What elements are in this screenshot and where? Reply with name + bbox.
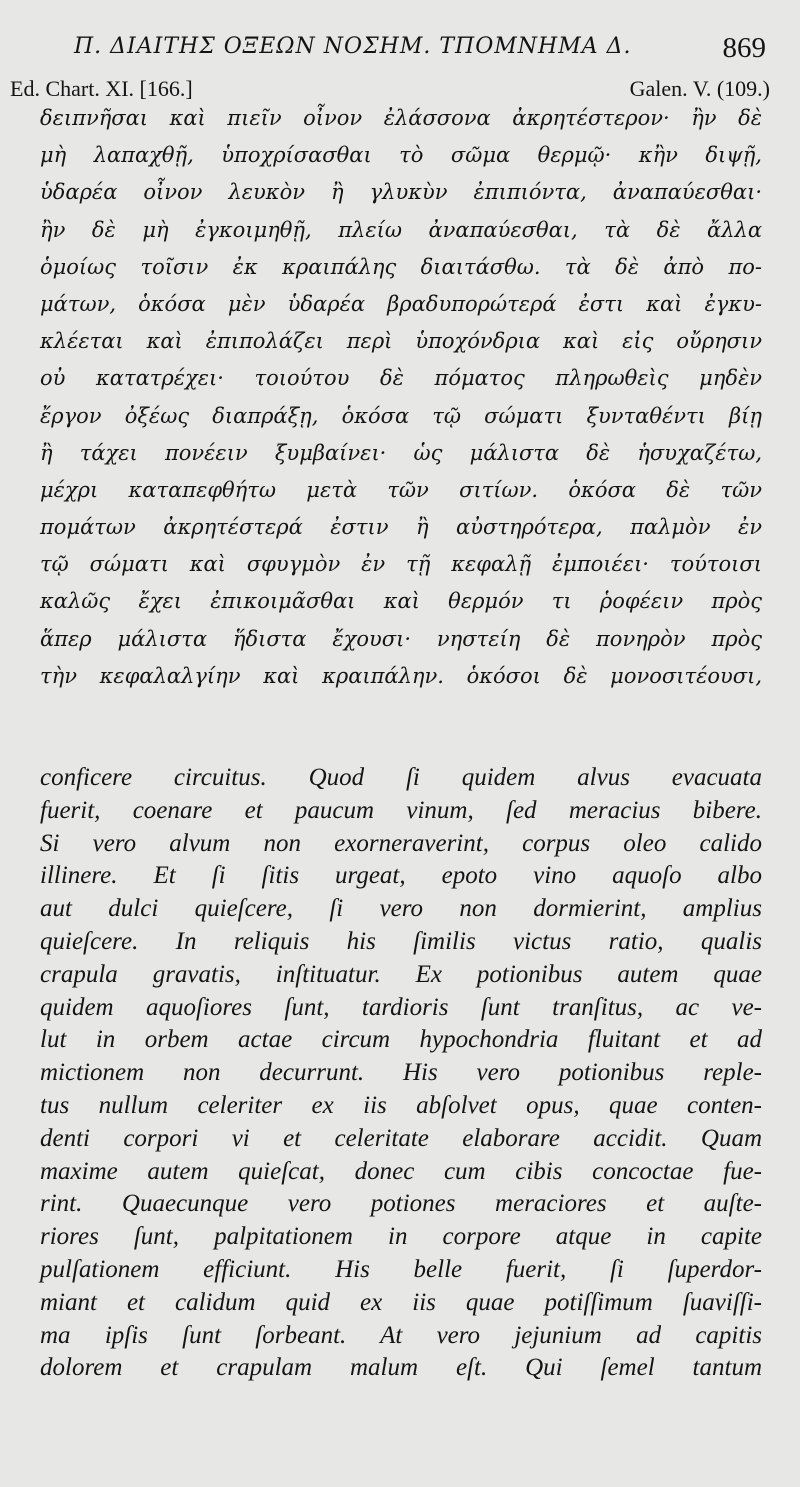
greek-text-line: ὁμοίως τοῖσιν ἐκ κραιπάλης διαιτάσθω. τὰ δὲ ἀπὸ πο-	[40, 254, 762, 279]
latin-text-line: pulſationem efficiunt. His belle fuerit, ſi ſuperdor-	[40, 1255, 762, 1283]
latin-text-line: Si vero alvum non exorneraverint, corpus oleo calido	[40, 829, 762, 857]
greek-text-line: ἢν δὲ μὴ ἐγκοιμηθῇ, πλείω ἀναπαύεσθαι, τὰ δὲ ἄλλα	[40, 217, 762, 242]
latin-text-line: denti corpori vi et celeritate elaborare accidit. Quam	[40, 1124, 762, 1152]
latin-text-line: dolorem et crapulam malum eſt. Qui ſemel tantum	[40, 1354, 762, 1382]
greek-text-line: μέχρι καταπεφθήτω μετὰ τῶν σιτίων. ὁκόσα δὲ τῶν	[40, 477, 762, 502]
greek-text-line: ἢ τάχει πονέειν ξυμβαίνει· ὡς μάλιστα δὲ ἡσυχαζέτω,	[40, 440, 762, 465]
latin-text-line: rint. Quaecunque vero potiones meraciores et auſte-	[40, 1190, 762, 1218]
latin-text-line: crapula gravatis, inſtituatur. Ex potionibus autem quae	[40, 960, 762, 988]
greek-text-line: πομάτων ἀκρητέστερά ἐστιν ἢ αὐστηρότερα, παλμὸν ἐν	[40, 515, 762, 540]
greek-text-line: μάτων, ὁκόσα μὲν ὑδαρέα βραδυπορώτερά ἐστι καὶ ἐγκυ-	[40, 291, 762, 316]
greek-text-line: τῷ σώματι καὶ σφυγμὸν ἐν τῇ κεφαλῇ ἐμποιέει· τούτοισι	[40, 552, 762, 577]
latin-text-line: miant et calidum quid ex iis quae potiſſimum ſuaviſſi-	[40, 1288, 762, 1316]
latin-text-block	[40, 762, 762, 1385]
latin-text-line: quidem aquoſiores ſunt, tardioris ſunt tranſitus, ac ve-	[40, 993, 762, 1021]
greek-text-line: τὴν κεφαλαλγίην καὶ κραιπάλην. ὁκόσοι δὲ μονοσιτέουσι,	[40, 663, 762, 688]
latin-text-line: ma ipſis ſunt ſorbeant. At vero jejunium ad capitis	[40, 1321, 762, 1349]
greek-text-line: δειπνῆσαι καὶ πιεῖν οἶνον ἐλάσσονα ἀκρητέστερον· ἢν δὲ	[40, 106, 762, 130]
greek-text-line: καλῶς ἔχει ἐπικοιμᾶσθαι καὶ θερμόν τι ῥοφέειν πρὸς	[40, 589, 762, 614]
latin-text-line: fuerit, coenare et paucum vinum, ſed meracius bibere.	[40, 796, 762, 824]
running-title: Π. ΔΙΑΙΤΗΣ ΟΞΕΩΝ ΝΟΣΗΜ. ΤΠΟΜΝΗΜΑ Δ.	[74, 34, 632, 59]
greek-text-line: ἅπερ μάλιστα ἥδιστα ἔχουσι· νηστείη δὲ πονηρὸν πρὸς	[40, 626, 762, 651]
greek-text-line: ὑδαρέα οἶνον λευκὸν ἢ γλυκὺν ἐπιπιόντα, ἀναπαύεσθαι·	[40, 180, 762, 205]
edition-reference-chartier: Ed. Chart. XI. [166.]	[10, 76, 193, 101]
latin-text-line: conficere circuitus. Quod ſi quidem alvus evacuata	[40, 764, 762, 791]
latin-text-line: illinere. Et ſi ſitis urgeat, epoto vino aquoſo albo	[40, 862, 762, 890]
greek-text-block	[40, 100, 762, 695]
page-number: 869	[722, 32, 766, 64]
latin-text-line: tus nullum celeriter ex iis abſolvet opus, quae conten-	[40, 1091, 762, 1119]
latin-text-line: quieſcere. In reliquis his ſimilis victus ratio, qualis	[40, 927, 762, 955]
greek-text-line: ἔργον ὀξέως διαπράξῃ, ὁκόσα τῷ σώματι ξυνταθέντι βίῃ	[40, 403, 762, 428]
latin-text-line: mictionem non decurrunt. His vero potionibus reple-	[40, 1059, 762, 1087]
latin-text-line: riores ſunt, palpitationem in corpore atque in capite	[40, 1223, 762, 1251]
greek-text-line: οὐ κατατρέχει· τοιούτου δὲ πόματος πληρωθεὶς μηδὲν	[40, 366, 762, 391]
running-head	[60, 32, 770, 66]
latin-text-line: aut dulci quieſcere, ſi vero non dormierint, amplius	[40, 895, 762, 923]
greek-text-line: κλέεται καὶ ἐπιπολάζει περὶ ὑποχόνδρια καὶ εἰς οὔρησιν	[40, 329, 762, 354]
latin-text-line: maxime autem quieſcat, donec cum cibis concoctae fue-	[40, 1157, 762, 1185]
edition-reference-galen: Galen. V. (109.)	[629, 76, 770, 101]
greek-text-line: μὴ λαπαχθῇ, ὑποχρίσασθαι τὸ σῶμα θερμῷ· κἢν διψῇ,	[40, 143, 762, 168]
latin-text-line: lut in orbem actae circum hypochondria fluitant et ad	[40, 1026, 762, 1054]
